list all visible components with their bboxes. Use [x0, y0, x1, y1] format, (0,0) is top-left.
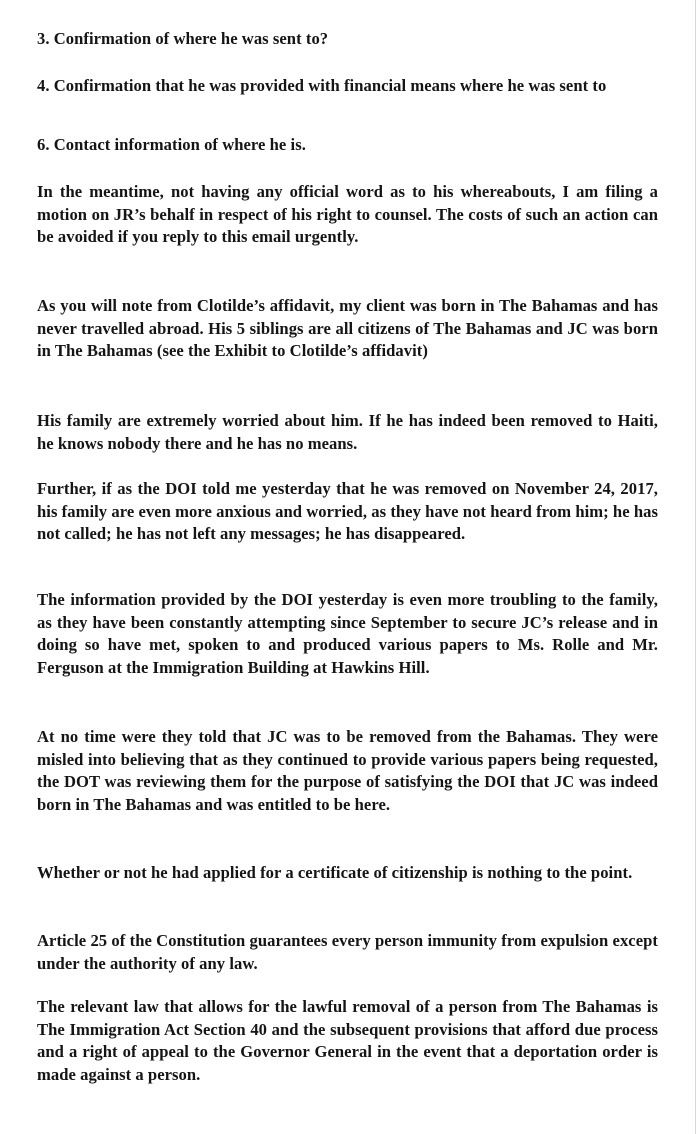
paragraph-doi-information: The information provided by the DOI yesterday is even more troubling to the family, as they have been constantly attempting since September to secure JC’s release and in doing so have met, spoken to and produced various papers to Ms. Rolle and Mr. Ferguson at the Immigration Building at Hawkins Hill. [37, 590, 658, 677]
paragraph-immigration-act: The relevant law that allows for the lawful removal of a person from The Bahamas is The Immigration Act Section 40 and the subsequent provisions that afford due process and a right of appeal to the Governor General in the event that a deportation order is made against a person. [37, 997, 658, 1084]
paragraph-removal-date: Further, if as the DOI told me yesterday that he was removed on November 24, 2017, his family are even more anxious and worried, as they have not heard from him; he has not called; he has not left any messages; he has disappeared. [37, 479, 658, 543]
paragraph-article-25: Article 25 of the Constitution guarantees every person immunity from expulsion except under the authority of any law. [37, 931, 658, 973]
paragraph-certificate-citizenship: Whether or not he had applied for a certificate of citizenship is nothing to the point. [37, 863, 633, 882]
paragraph-misled-family: At no time were they told that JC was to be removed from the Bahamas. They were misled into believing that as they continued to provide various papers being requested, the DOT was reviewing them for the purpose of satisfying the DOI that JC was indeed born in The Bahamas and was entitled to be here. [37, 727, 658, 814]
paragraph-family-worried: His family are extremely worried about him. If he has indeed been removed to Haiti, he knows nobody there and he has no means. [37, 411, 658, 453]
paragraph-affidavit-birth: As you will note from Clotilde’s affidavit, my client was born in The Bahamas and has never travelled abroad. His 5 siblings are all citizens of The Bahamas and JC was born in The Bahamas (see the Exhibit to Clotilde’s affidavit) [37, 296, 658, 360]
paragraph-motion-filing: In the meantime, not having any official word as to his whereabouts, I am filing a motion on JR’s behalf in respect of his right to counsel. The costs of such an action can be avoided if you reply to this email urgently. [37, 182, 658, 246]
item-4-confirmation-financial-means: 4. Confirmation that he was provided with financial means where he was sent to [37, 76, 607, 95]
item-6-contact-information: 6. Contact information of where he is. [37, 135, 306, 154]
item-3-confirmation-destination: 3. Confirmation of where he was sent to? [37, 29, 329, 48]
